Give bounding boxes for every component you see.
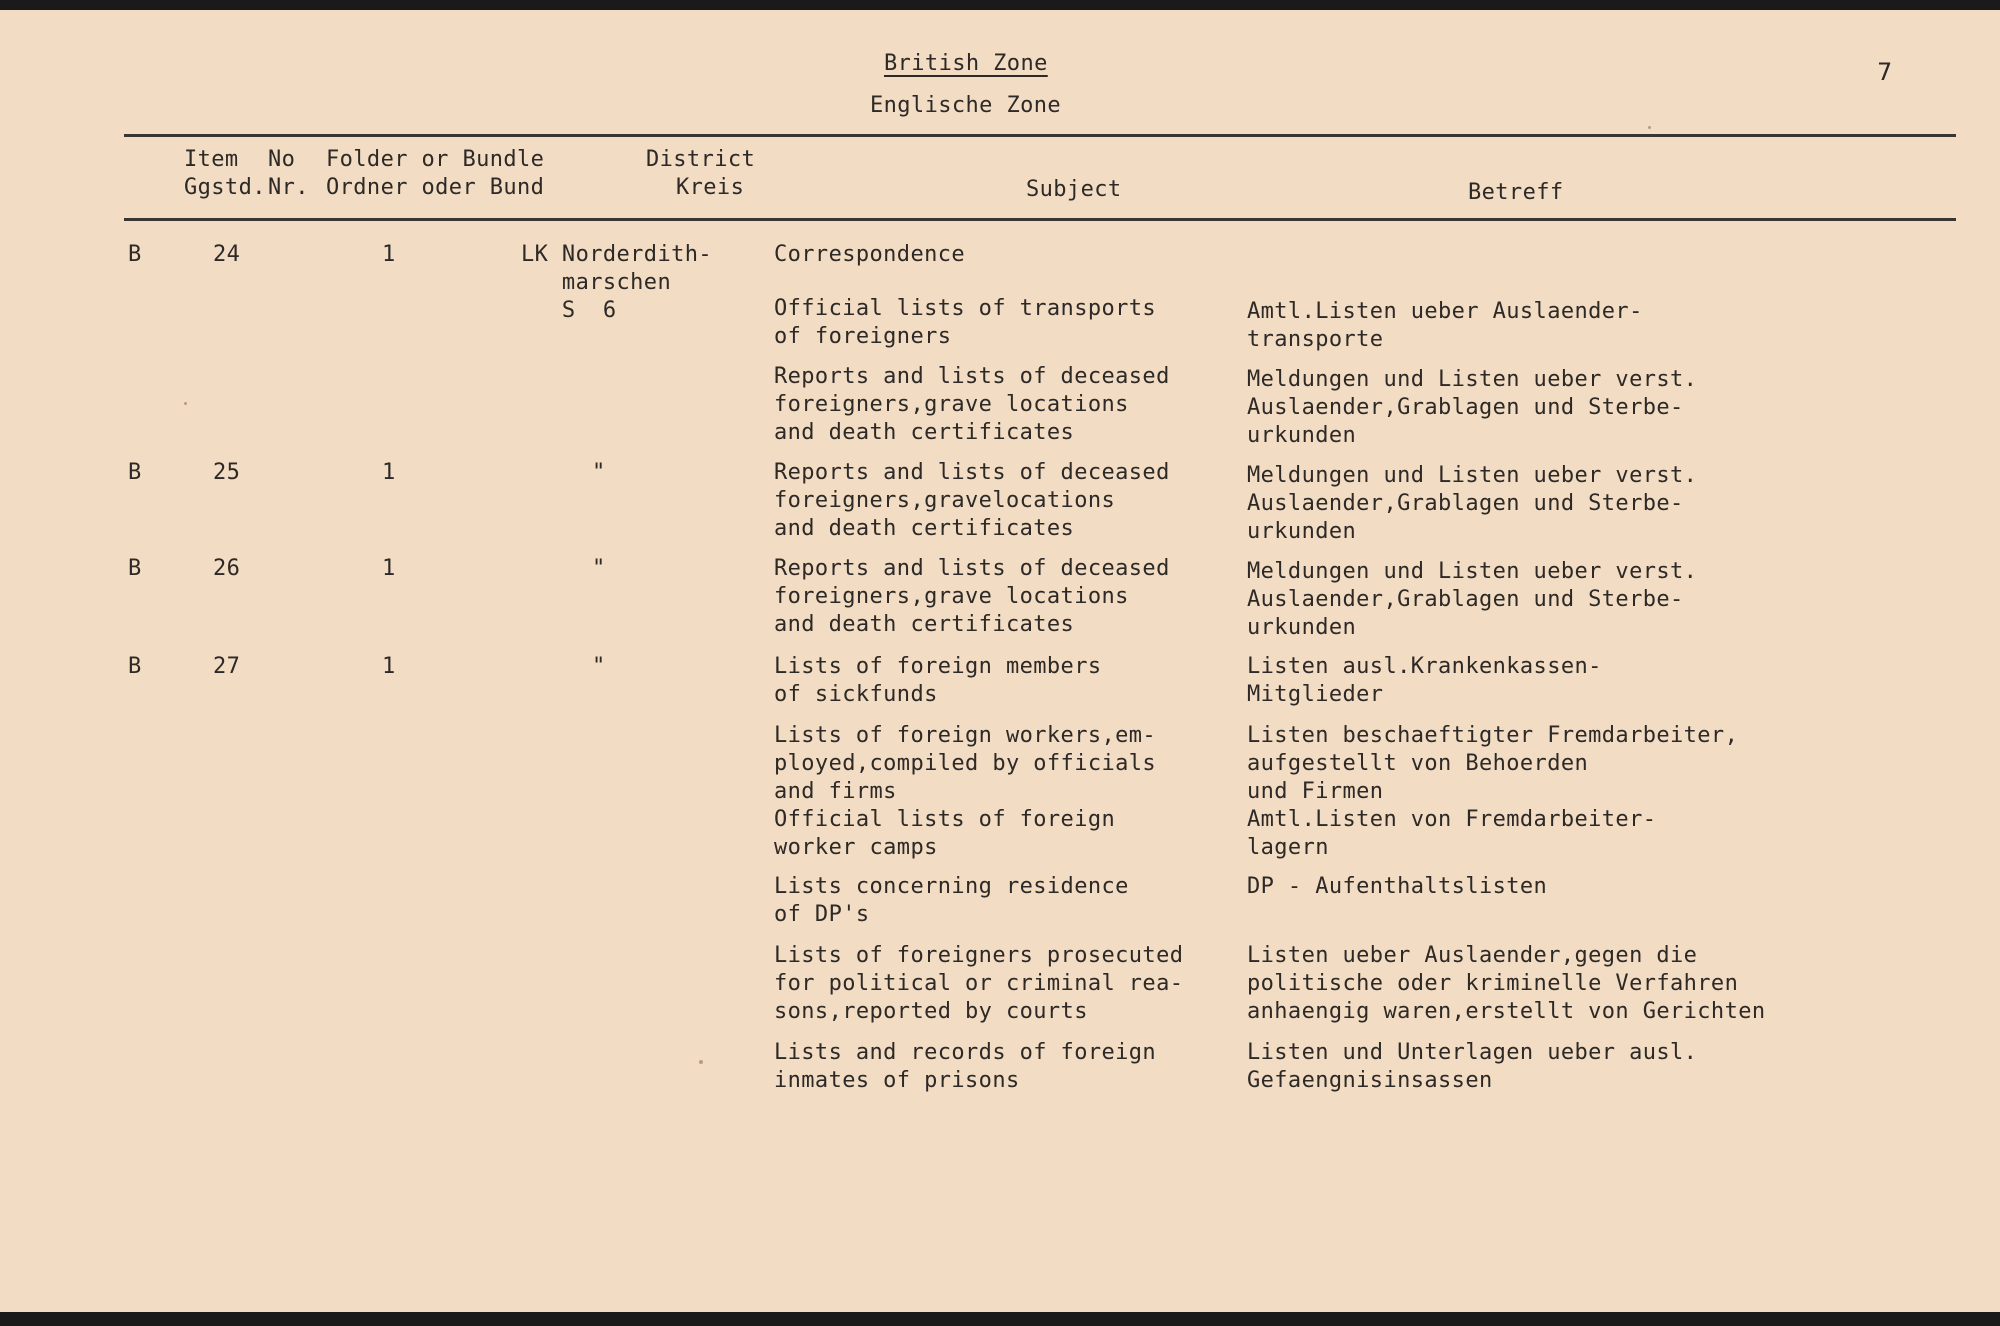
zone-title-en: British Zone: [884, 51, 1048, 76]
row-27-betreff-3: DP - Aufenthaltslisten: [1247, 874, 1548, 899]
row-24-subject-2: Official lists of transports of foreigners: [774, 296, 1157, 349]
row-27-no: 27: [213, 654, 241, 679]
row-27-item: B: [128, 654, 142, 679]
header-top-rule: [124, 134, 1956, 137]
col-header-betreff: Betreff: [1468, 180, 1564, 205]
row-27-subject-1: Lists of foreign members of sickfunds: [774, 654, 1102, 707]
row-26-subject: Reports and lists of deceased foreigners,grave locations and death certificates: [774, 556, 1170, 637]
row-24-betreff-2: Amtl.Listen ueber Auslaender- transporte: [1247, 299, 1643, 352]
row-25-folder: 1: [382, 460, 396, 485]
row-27-betreff-1: Listen ausl.Krankenkassen- Mitglieder: [1247, 654, 1602, 707]
col-header-folder: Folder or Bundle: [326, 147, 545, 172]
row-27-subject-2: Lists of foreign workers,em- ployed,compiled by officials and firms Official lists of foreign worker camps: [774, 723, 1157, 860]
row-24-subject-3: Reports and lists of deceased foreigners,grave locations and death certificates: [774, 364, 1170, 445]
row-27-betreff-5: Listen und Unterlagen ueber ausl. Gefaengnisinsassen: [1247, 1040, 1698, 1093]
row-26-no: 26: [213, 556, 241, 581]
row-25-district-ditto: ": [592, 460, 606, 485]
paper-speck: [184, 402, 187, 405]
zone-title-de: Englische Zone: [870, 93, 1062, 118]
col-header-item-de: Ggstd.: [184, 175, 266, 200]
row-24-district: LK Norderdith- marschen S 6: [521, 242, 713, 323]
row-27-subject-3: Lists concerning residence of DP's: [774, 874, 1129, 927]
col-header-district: District: [646, 147, 756, 172]
row-24-subject-1: Correspondence: [774, 242, 966, 267]
row-25-betreff: Meldungen und Listen ueber verst. Auslaender,Grablagen und Sterbe- urkunden: [1247, 463, 1698, 544]
row-25-no: 25: [213, 460, 241, 485]
col-header-no-de: Nr.: [268, 175, 309, 200]
row-26-district-ditto: ": [592, 556, 606, 581]
row-27-district-ditto: ": [592, 654, 606, 679]
paper-speck: [1648, 126, 1651, 129]
row-24-item: B: [128, 242, 142, 267]
paper-speck: [699, 1060, 703, 1064]
col-header-subject: Subject: [1026, 177, 1122, 202]
row-26-betreff: Meldungen und Listen ueber verst. Auslaender,Grablagen und Sterbe- urkunden: [1247, 559, 1698, 640]
page-number: 7: [1877, 58, 1893, 86]
row-25-item: B: [128, 460, 142, 485]
row-27-betreff-4: Listen ueber Auslaender,gegen die politische oder kriminelle Verfahren anhaengig waren,erstellt von Gerichten: [1247, 943, 1766, 1024]
col-header-item: Item: [184, 147, 239, 172]
row-25-subject: Reports and lists of deceased foreigners,gravelocations and death certificates: [774, 460, 1170, 541]
col-header-folder-de: Ordner oder Bund: [326, 175, 545, 200]
row-26-folder: 1: [382, 556, 396, 581]
header-bottom-rule: [124, 218, 1956, 221]
row-26-item: B: [128, 556, 142, 581]
row-27-betreff-2: Listen beschaeftigter Fremdarbeiter, aufgestellt von Behoerden und Firmen Amtl.Listen von Fremdarbeiter- lagern: [1247, 723, 1739, 860]
row-24-folder: 1: [382, 242, 396, 267]
row-24-betreff-3: Meldungen und Listen ueber verst. Auslaender,Grablagen und Sterbe- urkunden: [1247, 367, 1698, 448]
col-header-district-de: Kreis: [676, 175, 745, 200]
row-27-folder: 1: [382, 654, 396, 679]
row-27-subject-4: Lists of foreigners prosecuted for political or criminal rea- sons,reported by courts: [774, 943, 1184, 1024]
row-27-subject-5: Lists and records of foreign inmates of prisons: [774, 1040, 1157, 1093]
document-page: [0, 10, 2000, 1312]
col-header-no: No: [268, 147, 296, 172]
row-24-no: 24: [213, 242, 241, 267]
